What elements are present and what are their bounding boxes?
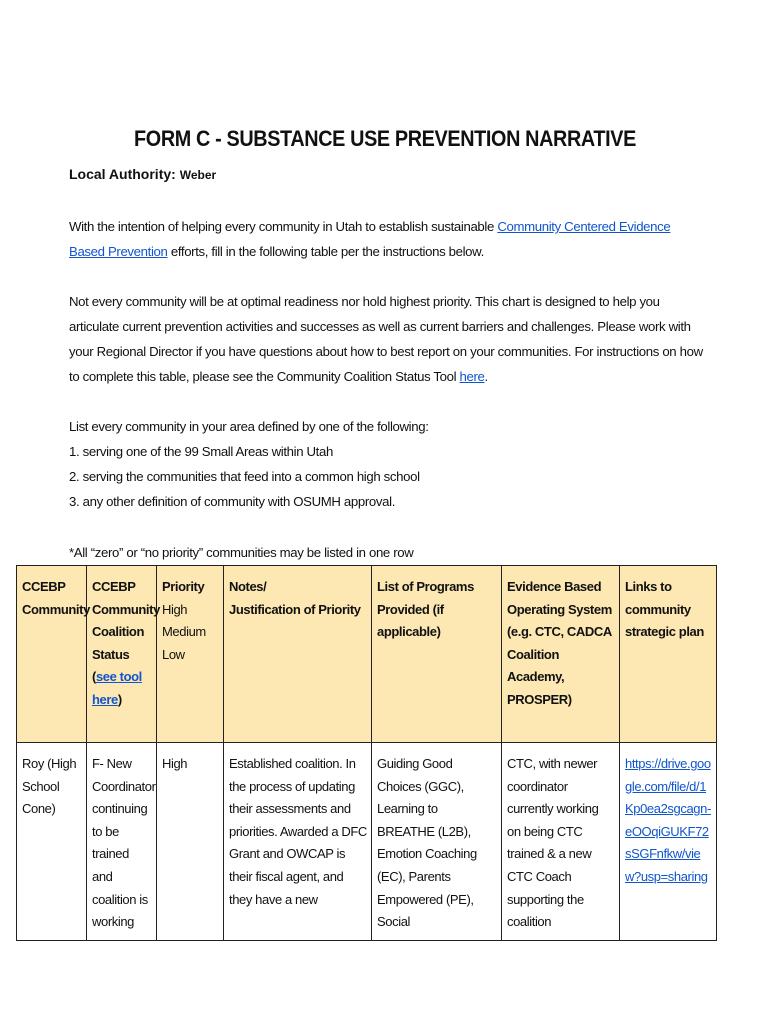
readiness-text: Not every community will be at optimal readiness nor hold highest priority. This chart is designed to help you articulate current prevention activities and successes as well as current barriers and challenges. Please work with your Regional Director if you have questions about how to best report on your communities. For instructions on how to complete this table, please see the Community Coalition Status Tool (69, 294, 703, 384)
list-item: 3. any other definition of community with OSUMH approval. (69, 494, 396, 509)
zero-priority-note: *All “zero” or “no priority” communities may be listed in one row (69, 545, 414, 560)
header-operating-system: Evidence Based Operating System (e.g. CTC, CADCA Coalition Academy, PROSPER) (502, 566, 620, 743)
cell-operating-system: CTC, with newer coordinator currently working on being CTC trained & a new CTC Coach supporting the coalition (502, 743, 620, 941)
strategic-plan-link[interactable]: https://drive.google.com/file/d/1Kp0ea2sgcagn-eOOqiGUKF72sSGFnfkw/view?usp=sharing (625, 756, 711, 884)
intro-paragraph (69, 214, 709, 264)
readiness-paragraph (69, 289, 709, 389)
community-table (16, 565, 717, 941)
cell-community: Roy (High School Cone) (17, 743, 87, 941)
intro-text-before: With the intention of helping every community in Utah to establish sustainable (69, 219, 498, 234)
status-tool-link[interactable]: here (459, 369, 485, 384)
list-intro: List every community in your area defined by one of the following: (69, 419, 429, 434)
page-title: FORM C - SUBSTANCE USE PREVENTION NARRATIVE (134, 126, 636, 151)
table-header-row (17, 566, 717, 743)
header-links: Links to community strategic plan (620, 566, 717, 743)
header-status: CCEBP Community Coalition Status (see tool here) (87, 566, 157, 743)
table-row (17, 743, 717, 941)
ccebp-link[interactable]: Community Centered Evidence Based Prevention (69, 219, 671, 259)
local-authority-value: Weber (179, 168, 217, 182)
see-tool-link[interactable]: see tool here (92, 669, 142, 707)
header-community: CCEBP Community (17, 566, 87, 743)
header-programs: List of Programs Provided (if applicable) (372, 566, 502, 743)
list-item: 1. serving one of the 99 Small Areas within Utah (69, 444, 333, 459)
header-notes: Notes/ Justification of Priority (224, 566, 372, 743)
list-item: 2. serving the communities that feed into a common high school (69, 469, 420, 484)
cell-priority: High (157, 743, 224, 941)
community-definition-list (69, 414, 709, 514)
local-authority (69, 166, 216, 182)
priority-options: High Medium Low (162, 601, 206, 662)
cell-status: F- New Coordinator continuing to be trained and coalition is working (87, 743, 157, 941)
readiness-text-after: . (484, 369, 488, 384)
header-status-label: CCEBP Community Coalition Status (92, 579, 160, 662)
header-priority (157, 566, 224, 743)
header-priority-label: Priority (162, 579, 205, 594)
cell-links (620, 743, 717, 941)
cell-notes: Established coalition. In the process of updating their assessments and priorities. Awarded a DFC Grant and OWCAP is their fiscal agent, and they have a new (224, 743, 372, 941)
local-authority-label: Local Authority: (69, 166, 176, 182)
cell-programs: Guiding Good Choices (GGC), Learning to BREATHE (L2B), Emotion Coaching (EC), Parents Empowered (PE), Social (372, 743, 502, 941)
intro-text-after: efforts, fill in the following table per the instructions below. (167, 244, 484, 259)
